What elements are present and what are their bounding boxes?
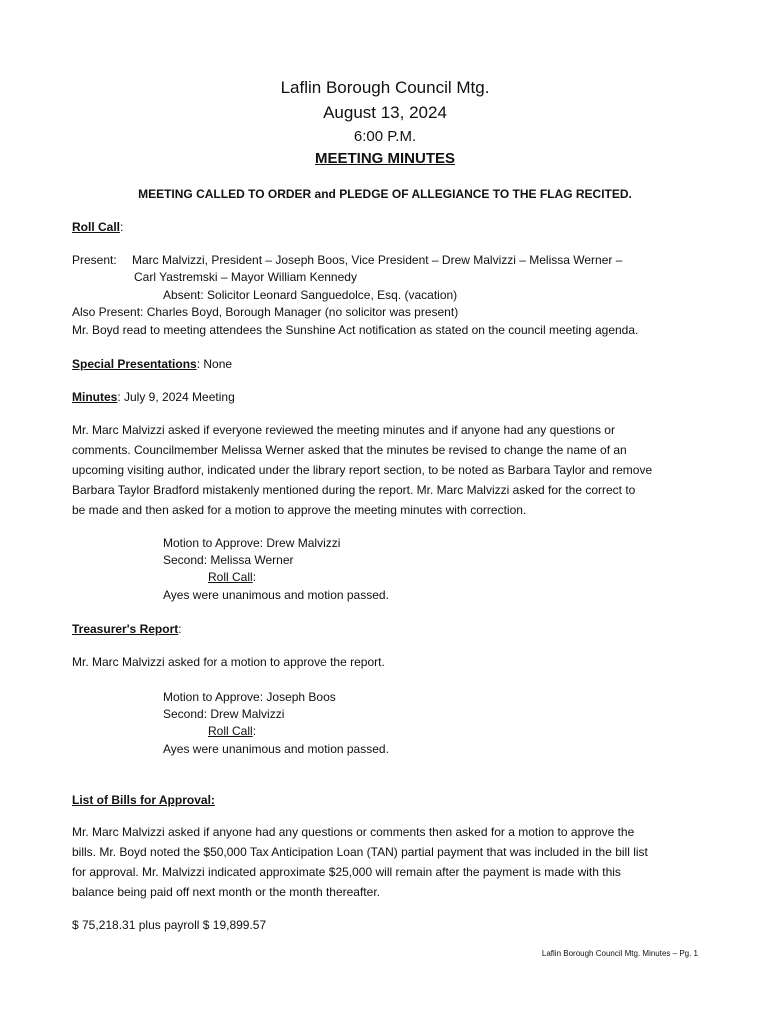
bills-total: $ 75,218.31 plus payroll $ 19,899.57 [72,918,267,932]
treasurer-motion: Motion to Approve: Joseph Boos [163,690,336,704]
minutes-para-line: comments. Councilmember Melissa Werner asked that the minutes be revised to change the name of an [72,443,627,457]
treasurer-text: Mr. Marc Malvizzi asked for a motion to approve the report. [72,655,385,669]
minutes-para-line: Mr. Marc Malvizzi asked if everyone reviewed the meeting minutes and if anyone had any questions or [72,423,615,437]
minutes-para-line: upcoming visiting author, indicated under the library report section, to be noted as Barbara Taylor and remove [72,463,653,477]
title-line-1: Laflin Borough Council Mtg. [280,78,490,97]
special-presentations-value: : None [196,357,233,371]
treasurer-result: Ayes were unanimous and motion passed. [163,742,389,756]
page-footer: Laflin Borough Council Mtg. Minutes – Pg. 1 [541,949,698,958]
also-present-line: Also Present: Charles Boyd, Borough Manager (no solicitor was present) [72,305,459,319]
minutes-heading: Minutes [72,390,118,404]
document-type: MEETING MINUTES [314,150,455,167]
bills-para-line: bills. Mr. Boyd noted the $50,000 Tax Anticipation Loan (TAN) partial payment that was included in the bill list [72,845,648,859]
present-label: Present: [72,253,117,267]
roll-call-heading-line [72,220,123,235]
roll-call-heading: Roll Call [72,220,121,234]
title-line-2: August 13, 2024 [323,103,447,122]
special-presentations-line [72,357,232,372]
minutes-motion: Motion to Approve: Drew Malvizzi [163,536,341,550]
minutes-second: Second: Melissa Werner [163,553,294,567]
bills-para-line: balance being paid off next month or the month thereafter. [72,885,380,899]
treasurer-colon: : [178,622,182,636]
treasurer-roll-call-label: Roll Call [208,724,253,738]
bills-heading: List of Bills for Approval: [72,793,215,807]
absent-line: Absent: Solicitor Leonard Sanguedolce, Esq. (vacation) [163,288,458,302]
minutes-para-line: be made and then asked for a motion to approve the meeting minutes with correction. [72,503,527,517]
present-line-2: Carl Yastremski – Mayor William Kennedy [134,270,357,284]
sunshine-act-line: Mr. Boyd read to meeting attendees the Sunshine Act notification as stated on the council meeting agenda. [72,323,639,337]
opening-statement: MEETING CALLED TO ORDER and PLEDGE OF ALLEGIANCE TO THE FLAG RECITED. [138,187,632,201]
treasurer-roll-call-colon: : [252,724,257,738]
treasurer-heading: Treasurer's Report [72,622,179,636]
treasurer-roll-call [208,724,256,739]
roll-call-colon: : [120,220,124,234]
minutes-para-line: Barbara Taylor Bradford mistakenly mentioned during the report. Mr. Marc Malvizzi asked for the correct to [72,483,636,497]
bills-para-line: Mr. Marc Malvizzi asked if anyone had any questions or comments then asked for a motion to approve the [72,825,635,839]
minutes-roll-call-colon: : [252,570,257,584]
minutes-roll-call-label: Roll Call [208,570,253,584]
minutes-value: : July 9, 2024 Meeting [117,390,235,404]
minutes-roll-call [208,570,256,585]
meeting-time: 6:00 P.M. [353,128,417,145]
bills-para-line: for approval. Mr. Malvizzi indicated approximate $25,000 will remain after the payment is made with this [72,865,621,879]
special-presentations-heading: Special Presentations [72,357,197,371]
treasurer-heading-line [72,622,182,637]
treasurer-second: Second: Drew Malvizzi [163,707,285,721]
minutes-result: Ayes were unanimous and motion passed. [163,588,389,602]
present-line-1: Marc Malvizzi, President – Joseph Boos, Vice President – Drew Malvizzi – Melissa Werner – [132,253,623,267]
minutes-line [72,390,235,405]
